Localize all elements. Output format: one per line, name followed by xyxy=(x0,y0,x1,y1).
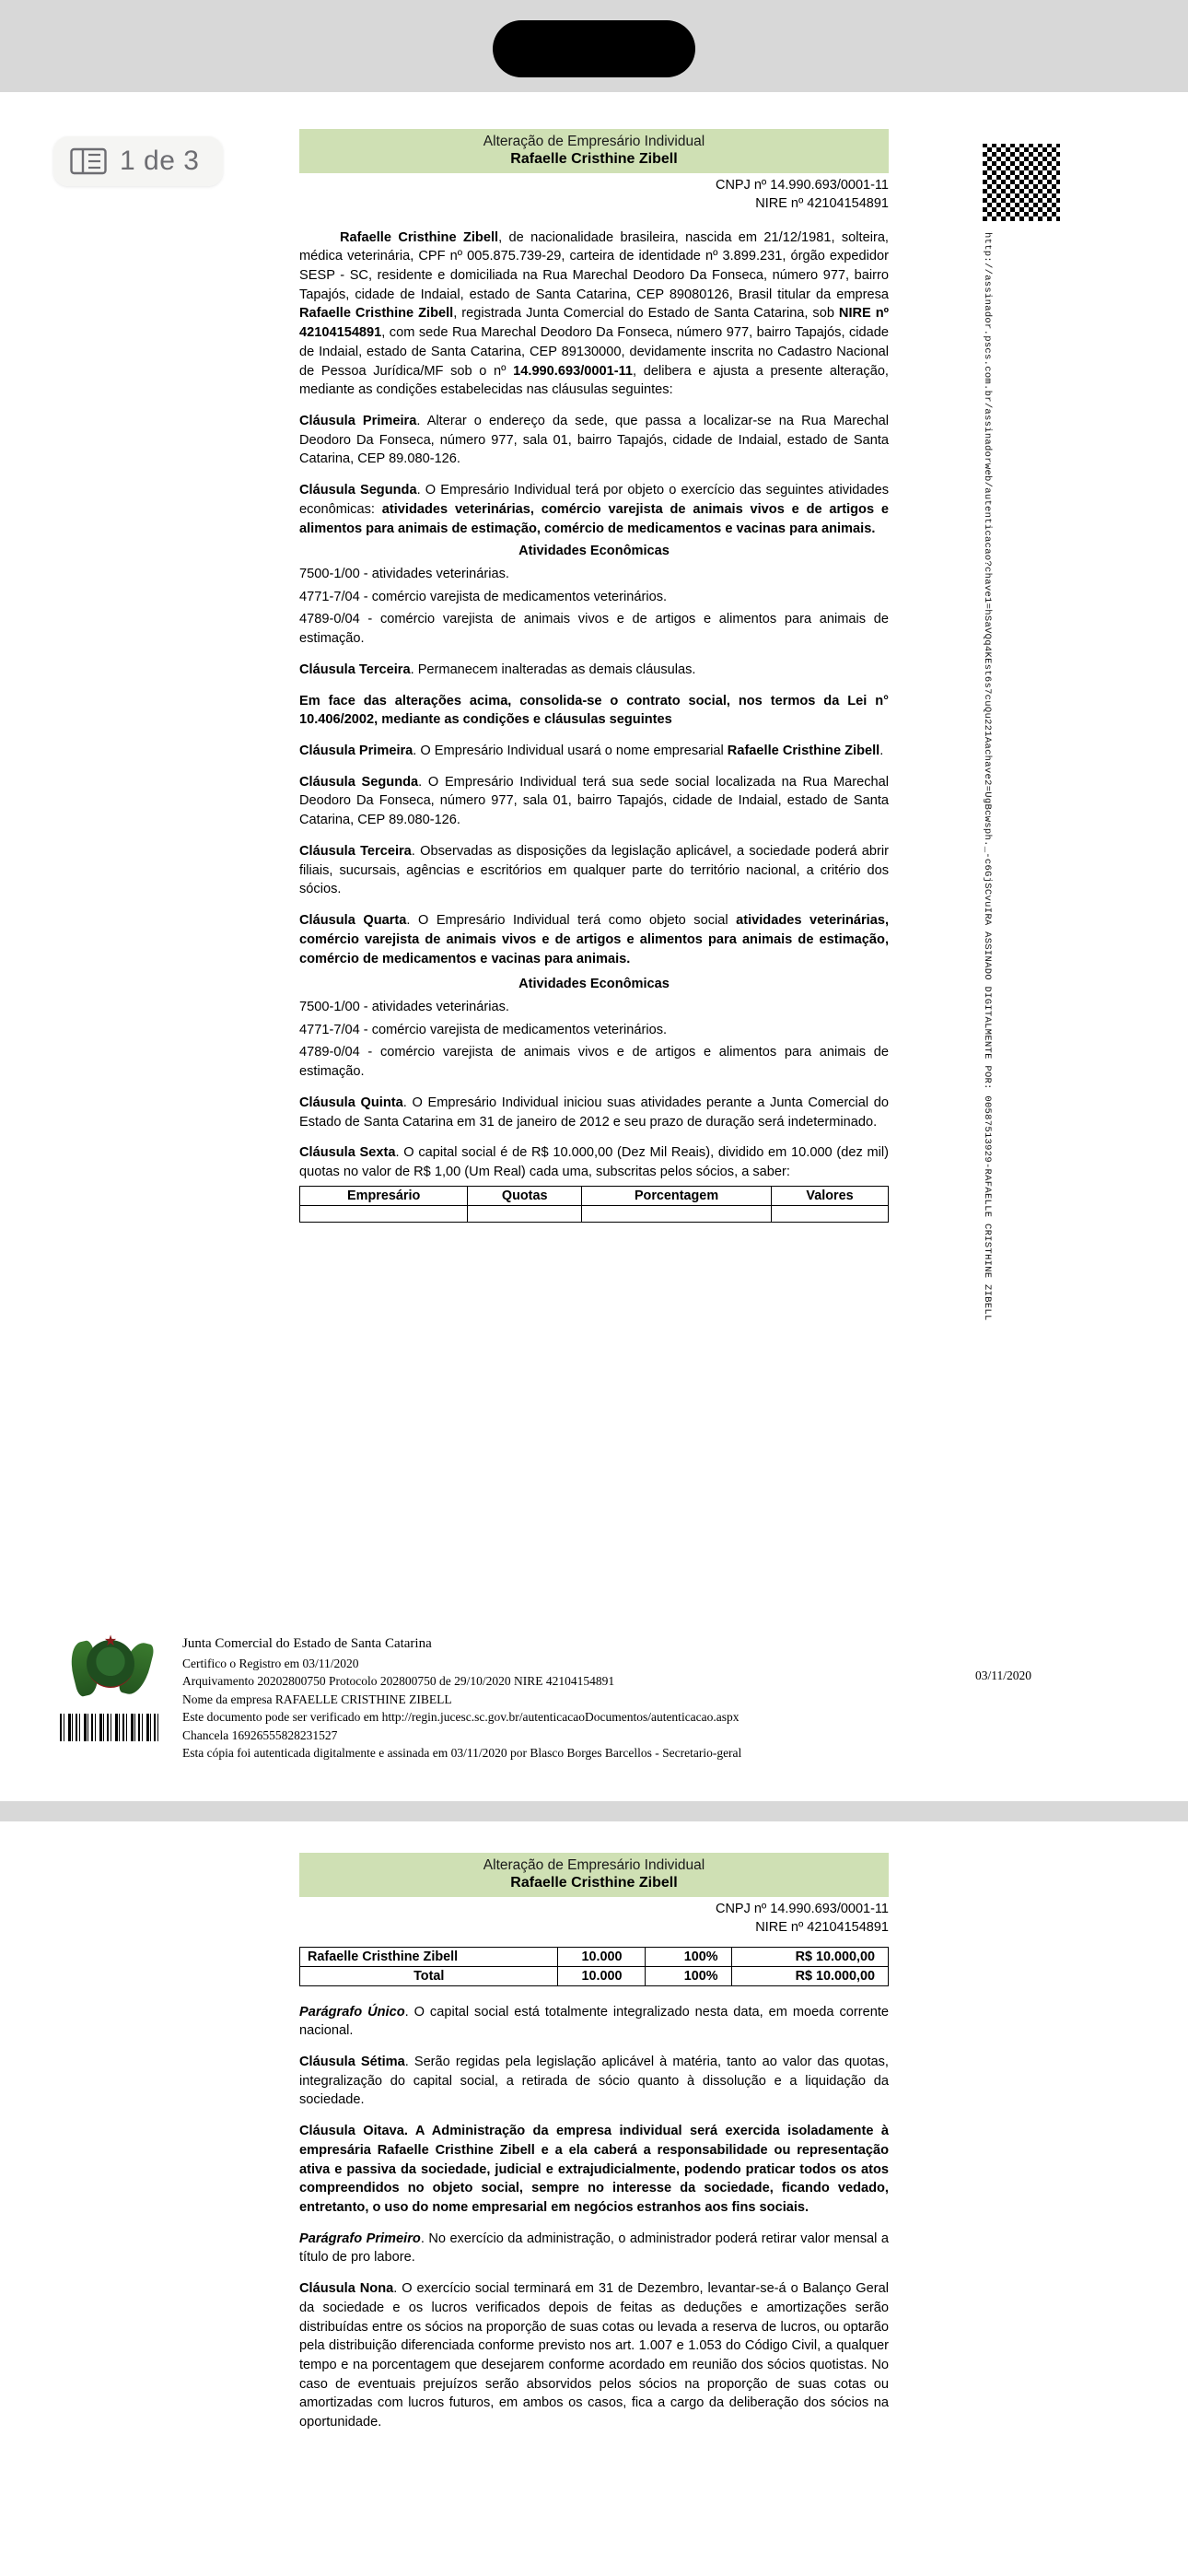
document-nire: NIRE nº 42104154891 xyxy=(755,195,889,211)
document-body-2 xyxy=(299,2003,889,2432)
document-meta-2 xyxy=(299,1901,889,1937)
paragraph-consolidacao: Em face das alterações acima, consolida-se o contrato social, nos termos da Lei n° 10.406/2002, mediante as condições e cláusulas seguintes xyxy=(299,693,889,728)
registry-footer-text xyxy=(182,1634,976,1762)
document-header-band-2 xyxy=(299,1853,889,1897)
paragraph-paragrafo-primeiro: Parágrafo Primeiro. No exercício da administração, o administrador poderá retirar valor mensal a título de pro labore. xyxy=(299,2231,889,2266)
table-row xyxy=(300,1947,889,1966)
footer-date: 03/11/2020 xyxy=(974,1669,1031,1682)
atividades-list-1 xyxy=(299,565,889,649)
atividades-list-2 xyxy=(299,998,889,1082)
atividade-line: 4789-0/04 - comércio varejista de animais vivos e de artigos e alimentos para animais de estimação. xyxy=(299,612,889,647)
capital-table-col: Valores xyxy=(772,1186,889,1205)
capital-table-page2 xyxy=(299,1947,889,1986)
document-page-2 xyxy=(0,1821,1188,2576)
clausula-terceira-1-label: Cláusula Terceira xyxy=(299,662,411,677)
device-status-bar xyxy=(0,0,1188,92)
footer-line: Nome da empresa RAFAELLE CRISTHINE ZIBELL xyxy=(182,1692,452,1706)
document-cnpj: CNPJ nº 14.990.693/0001-11 xyxy=(715,178,889,193)
atividades-title-1: Atividades Econômicas xyxy=(518,544,670,559)
registry-footer xyxy=(55,1634,976,1762)
capital-table xyxy=(299,1186,889,1223)
capital-table-header-row xyxy=(300,1186,889,1205)
page-separator xyxy=(0,1801,1188,1821)
document-header-band xyxy=(299,129,889,173)
cell-name: Rafaelle Cristhine Zibell xyxy=(300,1947,558,1966)
document-meta xyxy=(299,177,889,213)
page-indicator[interactable] xyxy=(53,136,223,186)
document-company-name-2: Rafaelle Cristhine Zibell xyxy=(510,1875,678,1891)
cell-valores: R$ 10.000,00 xyxy=(731,1966,888,1985)
atividade-line: 4771-7/04 - comércio varejista de medicamentos veterinários. xyxy=(299,1022,668,1037)
paragraph-cláusula-terceira: Cláusula Terceira. Observadas as disposições da legislação aplicável, a sociedade poderá abrir filiais, sucursais, agências e escritórios em qualquer parte do território nacional, a critério dos sócios. xyxy=(299,843,889,897)
cell-name: Total xyxy=(300,1966,558,1985)
footer-line: Arquivamento 20202800750 Protocolo 202800750 de 29/10/2020 NIRE 42104154891 xyxy=(182,1674,615,1689)
footer-line: Esta cópia foi autenticada digitalmente e assinada em 03/11/2020 por Blasco Borges Barcellos - Secretario-geral xyxy=(182,1746,742,1761)
paragraph-cláusula-segunda: Cláusula Segunda. O Empresário Individual terá sua sede social localizada na Rua Marechal Deodoro Da Fonseca, número 977, sala 01, bairro Tapajós, cidade de Indaial, estado de Santa Catarina, CEP 89.080-126. xyxy=(299,774,890,828)
table-row xyxy=(300,1966,889,1985)
document-cnpj-2: CNPJ nº 14.990.693/0001-11 xyxy=(715,1902,889,1917)
paragraph-clausula-quinta xyxy=(299,1094,889,1131)
document-nire-2: NIRE nº 42104154891 xyxy=(755,1919,889,1935)
paragraph-clausula-segunda-1: Cláusula Segunda. O Empresário Individual terá por objeto o exercício das seguintes atividades econômicas: atividades veterinárias, comércio varejista de animais vivos e de artigos e alimentos para animais de estimação, comércio de medicamentos e vacinas para animais. xyxy=(299,483,890,536)
capital-table-col: Quotas xyxy=(468,1186,582,1205)
table-row xyxy=(300,1205,889,1222)
device-notch xyxy=(493,20,695,77)
clausula-terceira-1-text: . Permanecem inalteradas as demais cláusulas. xyxy=(410,662,696,677)
pdf-viewer[interactable] xyxy=(0,92,1188,2576)
document-company-name: Rafaelle Cristhine Zibell xyxy=(510,151,678,168)
atividade-line: 4771-7/04 - comércio varejista de medicamentos veterinários. xyxy=(299,589,668,604)
footer-line: Este documento pode ser verificado em http://regin.jucesc.sc.gov.br/autenticacaoDocumentos/autenticacao.aspx xyxy=(182,1710,740,1725)
page-indicator-label: 1 de 3 xyxy=(120,146,200,176)
paragraph-cláusula-quarta: Cláusula Quarta. O Empresário Individual terá como objeto social atividades veterinárias, comércio varejista de animais vivos e de artigos e alimentos para animais de estimação, comércio de medicamentos e vacinas para animais. xyxy=(299,913,889,966)
atividade-line: 7500-1/00 - atividades veterinárias. xyxy=(299,999,509,1014)
cell-quotas: 10.000 xyxy=(558,1966,646,1985)
paragraph-paragrafo-unico: Parágrafo Único. O capital social está totalmente integralizado nesta data, em moeda corrente nacional. xyxy=(299,2004,889,2039)
footer-line: Junta Comercial do Estado de Santa Catarina xyxy=(182,1635,432,1651)
cell-porcentagem: 100% xyxy=(646,1947,731,1966)
consolidated-clauses xyxy=(299,742,889,968)
atividade-line: 4789-0/04 - comércio varejista de animais vivos e de artigos e alimentos para animais de estimação. xyxy=(299,1045,889,1080)
clausula-sexta-label: Cláusula Sexta xyxy=(299,1145,396,1161)
atividade-line: 7500-1/00 - atividades veterinárias. xyxy=(299,567,509,581)
state-crest-icon: ★ xyxy=(68,1634,153,1706)
qr-code-icon xyxy=(979,140,1064,225)
capital-table-col: Empresário xyxy=(300,1186,468,1205)
atividades-title-2: Atividades Econômicas xyxy=(518,977,670,992)
document-page-1 xyxy=(0,92,1188,1801)
paragraph-clausula-nona: Cláusula Nona. O exercício social terminará em 31 de Dezembro, levantar-se-á o Balanço Geral da sociedade e os lucros verificados depois de feitas as deduções e amortizações serão distribuídas entre os sócios na proporção de suas cotas ou levada a reserva de lucros, ou optarão pela distribuição diferenciada conforme previsto nos art. 1.007 e 1.053 do Código Civil, a qualquer tempo e na porcentagem que desejarem conforme acordado em reunião dos sócios quotistas. No caso de eventuais prejuízos serão absorvidos pelos sócios na proporção de suas cotas ou amortizadas com lucros futuros, em ambos os casos, fica a cargo da deliberação dos sócios na oportunidade. xyxy=(299,2281,889,2430)
capital-table-col: Porcentagem xyxy=(582,1186,772,1205)
clausula-quinta-text: . O Empresário Individual iniciou suas atividades perante a Junta Comercial do Estado de Santa Catarina em 31 de janeiro de 2012 e seu prazo de duração será indeterminado. xyxy=(299,1095,889,1130)
book-pages-icon xyxy=(70,146,107,177)
paragraph-clausula-primeira-1: Cláusula Primeira. Alterar o endereço da sede, que passa a localizar-se na Rua Marechal Deodoro Da Fonseca, número 977, sala 01, bairro Tapajós, cidade de Indaial, estado de Santa Catarina, CEP 89.080-126. xyxy=(299,413,889,467)
footer-line: Chancela 16926555828231527 xyxy=(182,1727,338,1742)
cell-quotas: 10.000 xyxy=(558,1947,646,1966)
paragraph-cláusula-primeira: Cláusula Primeira. O Empresário Individual usará o nome empresarial Rafaelle Cristhine Zibell. xyxy=(299,744,884,759)
paragraph-clausula-setima: Cláusula Sétima. Serão regidas pela legislação aplicável à matéria, tanto ao valor das quotas, integralização do capital social, a retirada de sócio quanto à dissolução e a liquidação da sociedade. xyxy=(299,2054,889,2108)
paragraph-clausula-oitava: Cláusula Oitava. A Administração da empresa individual será exercida isoladamente à empresária Rafaelle Cristhine Zibell e a ela caberá a responsabilidade ou representação ativa e passiva da sociedade, judicial e extrajudicialmente, podendo praticar todos os atos compreendidos no objeto social, sempre no interesse da sociedade, ficando vedado, entretanto, o uso do nome empresarial em negócios estranhos aos fins sociais. xyxy=(299,2124,890,2215)
signature-qr-block xyxy=(979,140,1089,1321)
cell-valores: R$ 10.000,00 xyxy=(731,1947,888,1966)
clausula-quinta-label: Cláusula Quinta xyxy=(299,1095,403,1110)
paragraph-intro: Rafaelle Cristhine Zibell, de nacionalidade brasileira, nascida em 21/12/1981, solteira, médica veterinária, CPF nº 005.875.739-29, carteira de identidade nº 3.899.231, órgão expedidor SESP - SC, residente e domiciliada na Rua Marechal Deodoro Da Fonseca, número 977, bairro Tapajós, cidade de Indaial, estado de Santa Catarina, CEP 89080126, Brasil titular da empresa Rafaelle Cristhine Zibell, registrada Junta Comercial do Estado de Santa Catarina, sob NIRE nº 42104154891, com sede Rua Marechal Deodoro Da Fonseca, número 977, bairro Tapajós, cidade de Indaial, estado de Santa Catarina, CEP 89130000, devidamente inscrita no Cadastro Nacional de Pessoa Jurídica/MF sob o nº 14.990.693/0001-11, delibera e ajusta a presente alteração, mediante as condições estabelecidas nas cláusulas seguintes: xyxy=(299,229,889,398)
paragraph-clausula-terceira-1 xyxy=(299,661,889,680)
document-body xyxy=(299,228,889,1182)
footer-line: Certifico o Registro em 03/11/2020 xyxy=(182,1656,359,1670)
cell-porcentagem: 100% xyxy=(646,1966,731,1985)
document-subtitle: Alteração de Empresário Individual xyxy=(483,134,705,149)
barcode-icon xyxy=(60,1714,161,1741)
clausula-sexta-text: . O capital social é de R$ 10.000,00 (Dez Mil Reais), dividido em 10.000 (dez mil) quotas no valor de R$ 1,00 (Um Real) cada uma, subscritas pelos sócios, a saber: xyxy=(299,1145,889,1179)
document-subtitle-2: Alteração de Empresário Individual xyxy=(483,1857,705,1873)
crest-column xyxy=(55,1634,166,1741)
paragraph-clausula-sexta xyxy=(299,1143,889,1181)
signature-vertical-code: http://assinador.pscs.com.br/assinadorweb/autenticacao?chave1=hSaVQq4KEst6s7cuQu221Aachave2=UgBcwsph._-c6GjSCvuIRA ASSINADO DIGITALMENTE POR: 00587513929-RAFAELLE CRISTHINE ZIBELL xyxy=(981,232,993,1321)
